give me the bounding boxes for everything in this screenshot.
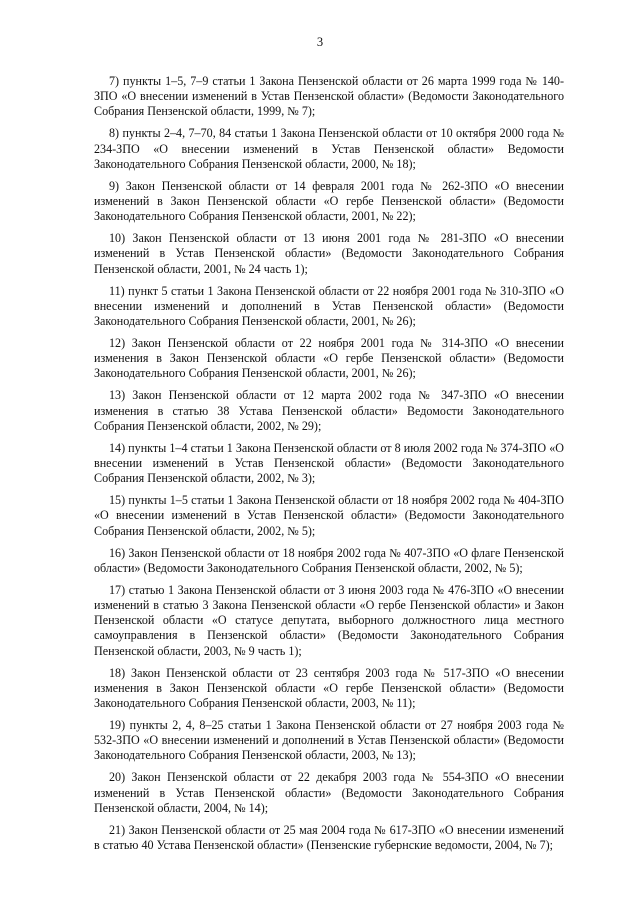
list-item: 8) пункты 2–4, 7–70, 84 статьи 1 Закона Пензенской области от 10 октября 2000 года № 234-ЗПО «О внесении изменений в Устав Пензенской области» Ведомости Законодательного Собрания Пензенской области, 2000, № 18); [94, 126, 564, 171]
list-item: 15) пункты 1–5 статьи 1 Закона Пензенской области от 18 ноября 2002 года № 404-ЗПО «О внесении изменений в Устав Пензенской области» (Ведомости Законодательного Собрания Пензенской области, 2002, № 5); [94, 493, 564, 538]
list-item: 18) Закон Пензенской области от 23 сентября 2003 года № 517-ЗПО «О внесении изменения в Закон Пензенской области «О гербе Пензенской области» (Ведомости Законодательного Собрания Пензенской области, 2003, № 11); [94, 665, 564, 711]
list-item: 21) Закон Пензенской области от 25 мая 2004 года № 617-ЗПО «О внесении изменений в статью 40 Устава Пензенской области» (Пензенские губернские ведомости, 2004, № 7); [94, 822, 564, 853]
list-item: 13) Закон Пензенской области от 12 марта 2002 года № 347-ЗПО «О внесении изменения в статью 38 Устава Пензенской области» Ведомости Законодательного Собрания Пензенской области, 2002, № 29); [94, 388, 564, 433]
repealed-acts-list [94, 74, 564, 860]
list-item: 19) пункты 2, 4, 8–25 статьи 1 Закона Пензенской области от 27 ноября 2003 года № 532-ЗПО «О внесении изменений и дополнений в Устав Пензенской области» (Ведомости Законодательного Собрания Пензенской области, 2003, № 13); [94, 718, 564, 763]
list-item: 20) Закон Пензенской области от 22 декабря 2003 года № 554-ЗПО «О внесении изменений в Устав Пензенской области» (Ведомости Законодательного Собрания Пензенской области, 2004, № 14); [94, 770, 564, 815]
page-number: 3 [316, 35, 324, 49]
list-item: 11) пункт 5 статьи 1 Закона Пензенской области от 22 ноября 2001 года № 310-ЗПО «О внесении изменений и дополнений в Устав Пензенской области» (Ведомости Законодательного Собрания Пензенской области, 2001, № 26); [94, 283, 564, 329]
list-item: 17) статью 1 Закона Пензенской области от 3 июня 2003 года № 476-ЗПО «О внесении изменений в статью 3 Закона Пензенской области «О гербе Пензенской области» и Закон Пензенской области «О статусе депутата, выборного должностного лица местного самоуправления в Пензенской области» (Ведомости Законодательного Собрания Пензенской области, 2003, № 9 часть 1); [94, 582, 564, 658]
list-item: 14) пункты 1–4 статьи 1 Закона Пензенской области от 8 июля 2002 года № 374-ЗПО «О внесении изменений в Устав Пензенской области» (Ведомости Законодательного Собрания Пензенской области, 2002, № 3); [94, 440, 564, 486]
list-item: 16) Закон Пензенской области от 18 ноября 2002 года № 407-ЗПО «О флаге Пензенской области» (Ведомости Законодательного Собрания Пензенской области, 2002, № 5); [94, 545, 564, 575]
list-item: 7) пункты 1–5, 7–9 статьи 1 Закона Пензенской области от 26 марта 1999 года № 140-ЗПО «О внесении изменений в Устав Пензенской области» (Ведомости Законодательного Собрания Пензенской области, 1999, № 7); [94, 74, 564, 119]
list-item: 10) Закон Пензенской области от 13 июня 2001 года № 281-ЗПО «О внесении изменений в Устав Пензенской области» (Ведомости Законодательного Собрания Пензенской области, 2001, № 24 часть 1); [94, 231, 564, 276]
list-item: 9) Закон Пензенской области от 14 февраля 2001 года № 262-ЗПО «О внесении изменений в Закон Пензенской области «О гербе Пензенской области» (Ведомости Законодательного Собрания Пензенской области, 2001, № 22); [94, 178, 564, 224]
list-item: 12) Закон Пензенской области от 22 ноября 2001 года № 314-ЗПО «О внесении изменения в Закон Пензенской области «О гербе Пензенской области» (Ведомости Законодательного Собрания Пензенской области, 2001, № 26); [94, 336, 564, 381]
